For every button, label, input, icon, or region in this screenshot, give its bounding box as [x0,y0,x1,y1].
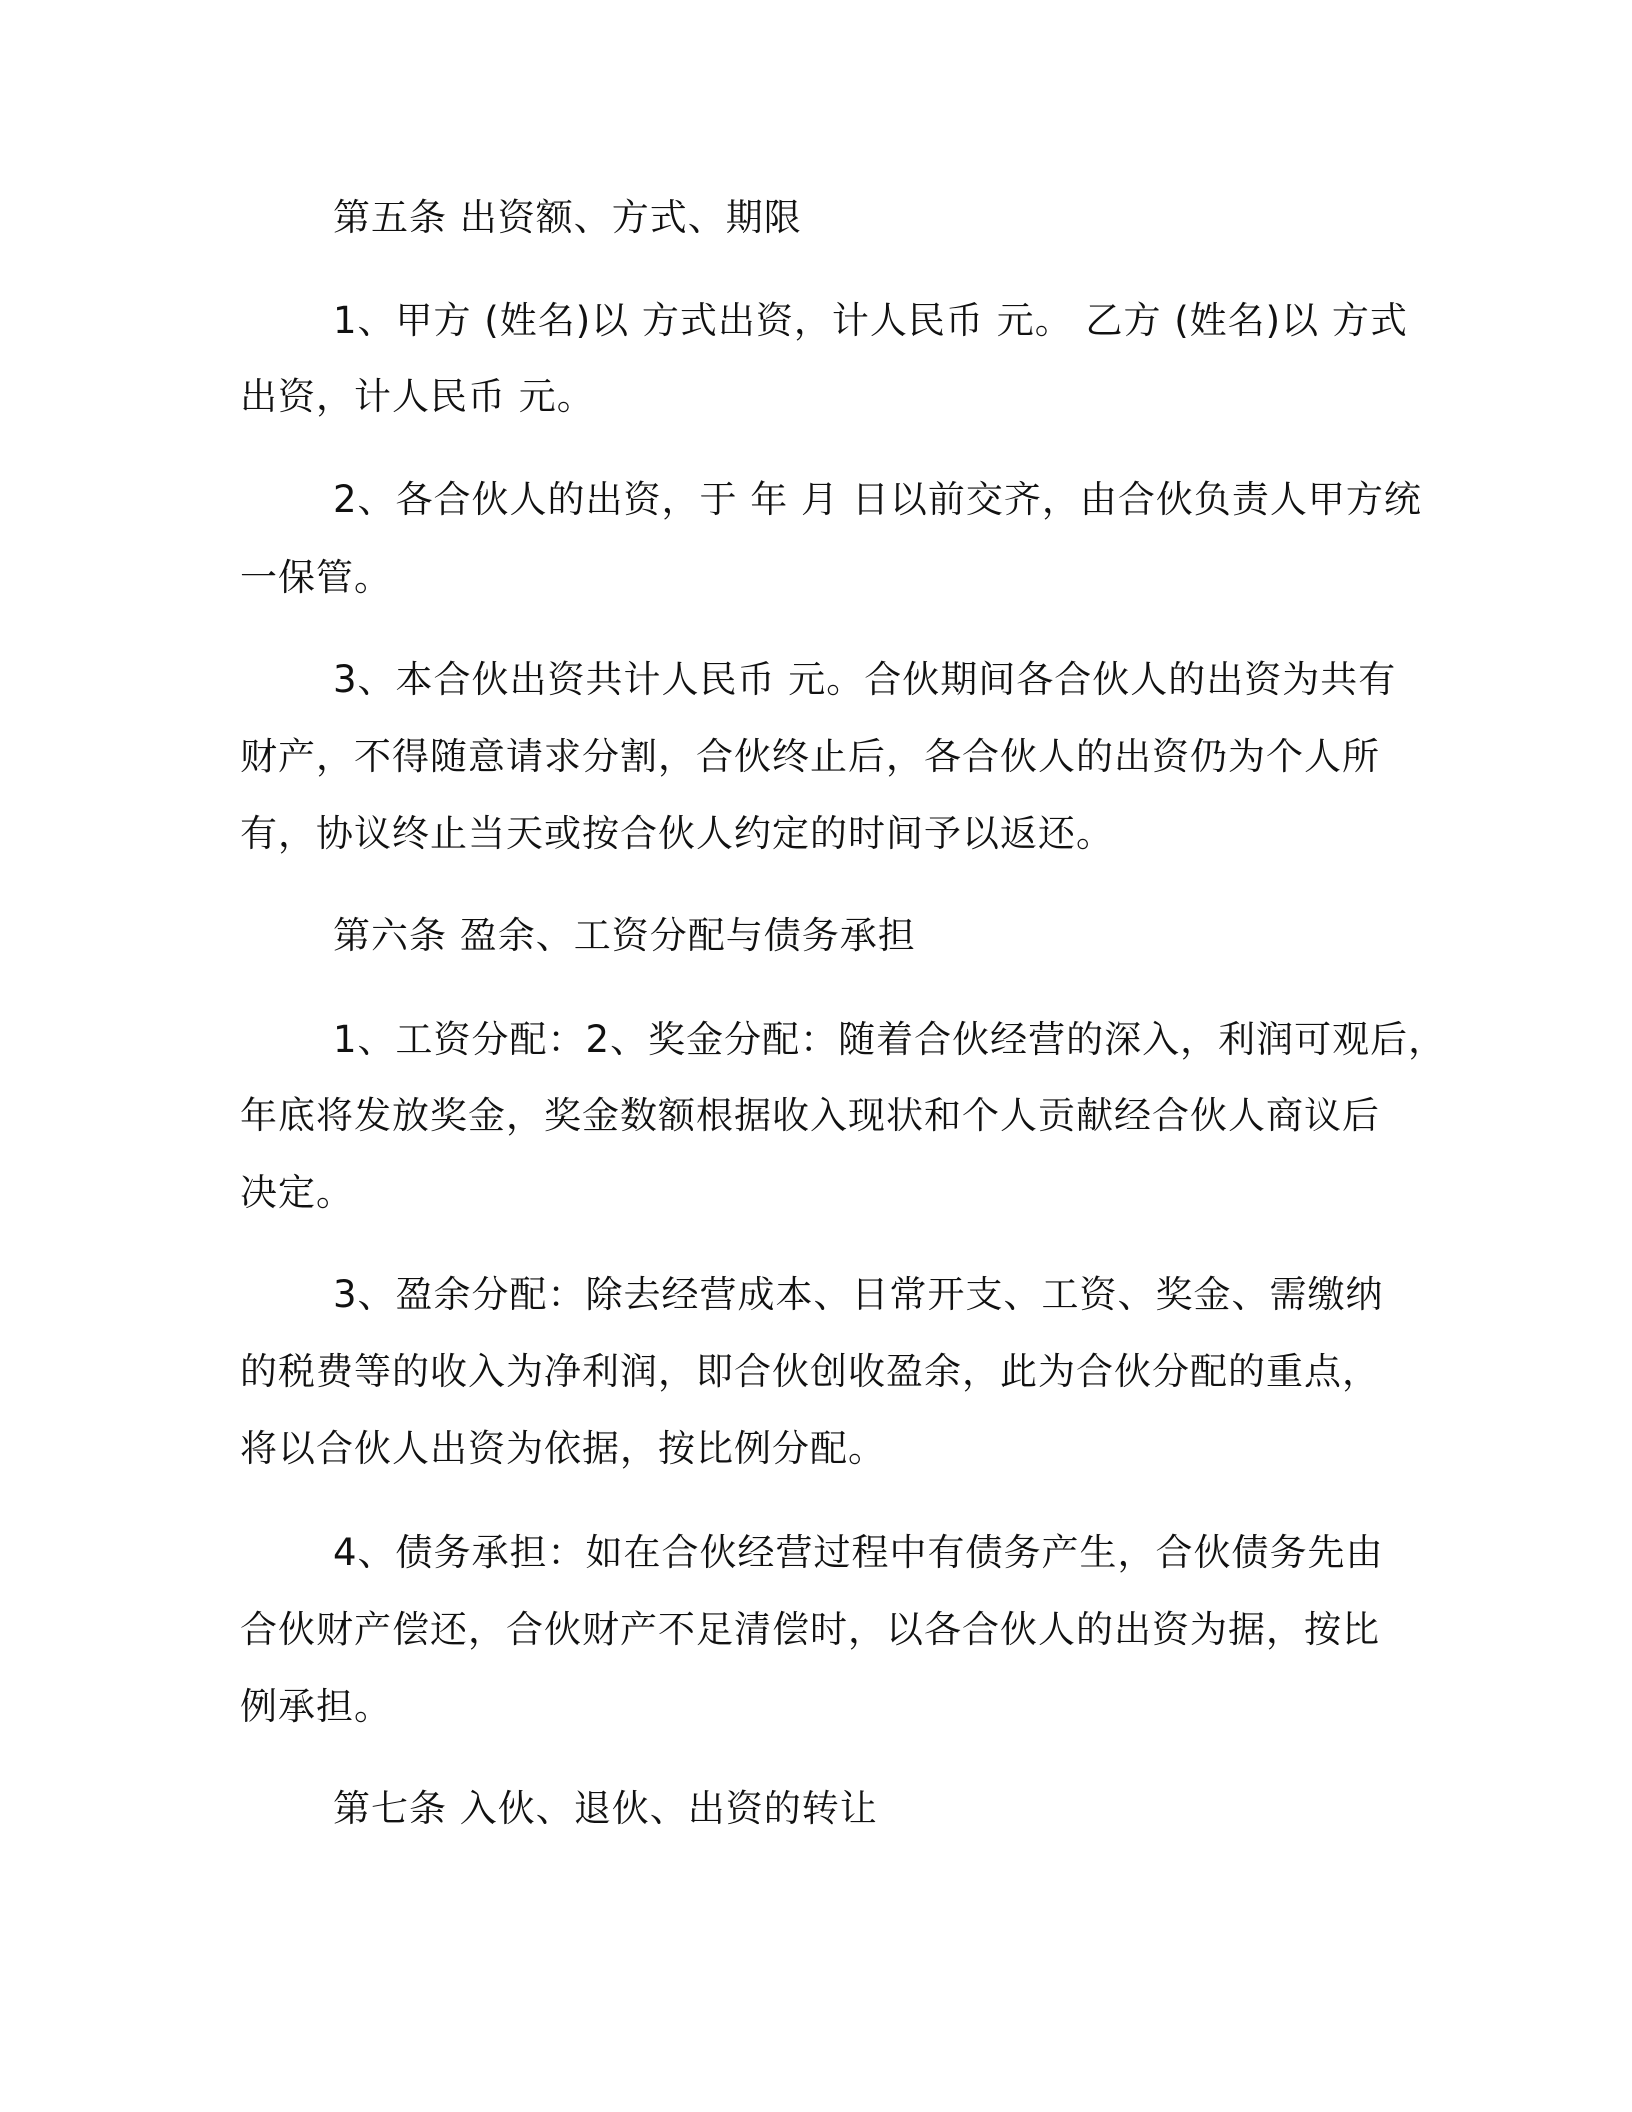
paragraph-5-3-line-3: 有，协议终止当天或按合伙人约定的时间予以返还。 [240,812,1114,855]
paragraph-6-4-line-3: 例承担。 [240,1685,392,1728]
paragraph-5-2-line-1: 2、各合伙人的出资，于 年 月 日以前交齐，由合伙负责人甲方统 [333,478,1422,521]
article-7-heading: 第七条 入伙、退伙、出资的转让 [333,1787,878,1830]
paragraph-6-3-line-1: 3、盈余分配：除去经营成本、日常开支、工资、奖金、需缴纳 [333,1273,1384,1316]
paragraph-6-3-line-3: 将以合伙人出资为依据，按比例分配。 [240,1427,886,1470]
paragraph-6-1-line-1: 1、工资分配：2、奖金分配：随着合伙经营的深入，利润可观后， [333,1018,1447,1061]
paragraph-6-4-line-1: 4、债务承担：如在合伙经营过程中有债务产生，合伙债务先由 [333,1531,1384,1574]
paragraph-5-1-line-2: 出资，计人民币 元。 [240,375,595,418]
article-5-heading: 第五条 出资额、方式、期限 [333,196,802,239]
paragraph-5-3-line-1: 3、本合伙出资共计人民币 元。合伙期间各合伙人的出资为共有 [333,658,1397,701]
paragraph-6-1-line-2: 年底将发放奖金，奖金数额根据收入现状和个人贡献经合伙人商议后 [240,1094,1380,1137]
paragraph-5-3-line-2: 财产，不得随意请求分割，合伙终止后，各合伙人的出资仍为个人所 [240,735,1380,778]
paragraph-6-4-line-2: 合伙财产偿还，合伙财产不足清偿时，以各合伙人的出资为据，按比 [240,1608,1380,1651]
article-6-heading: 第六条 盈余、工资分配与债务承担 [333,914,916,957]
paragraph-6-1-line-3: 决定。 [240,1171,354,1214]
paragraph-6-3-line-2: 的税费等的收入为净利润，即合伙创收盈余，此为合伙分配的重点， [240,1350,1380,1393]
paragraph-5-1-line-1: 1、甲方 (姓名)以 方式出资，计人民币 元。 乙方 (姓名)以 方式 [333,299,1408,342]
paragraph-5-2-line-2: 一保管。 [240,556,392,599]
